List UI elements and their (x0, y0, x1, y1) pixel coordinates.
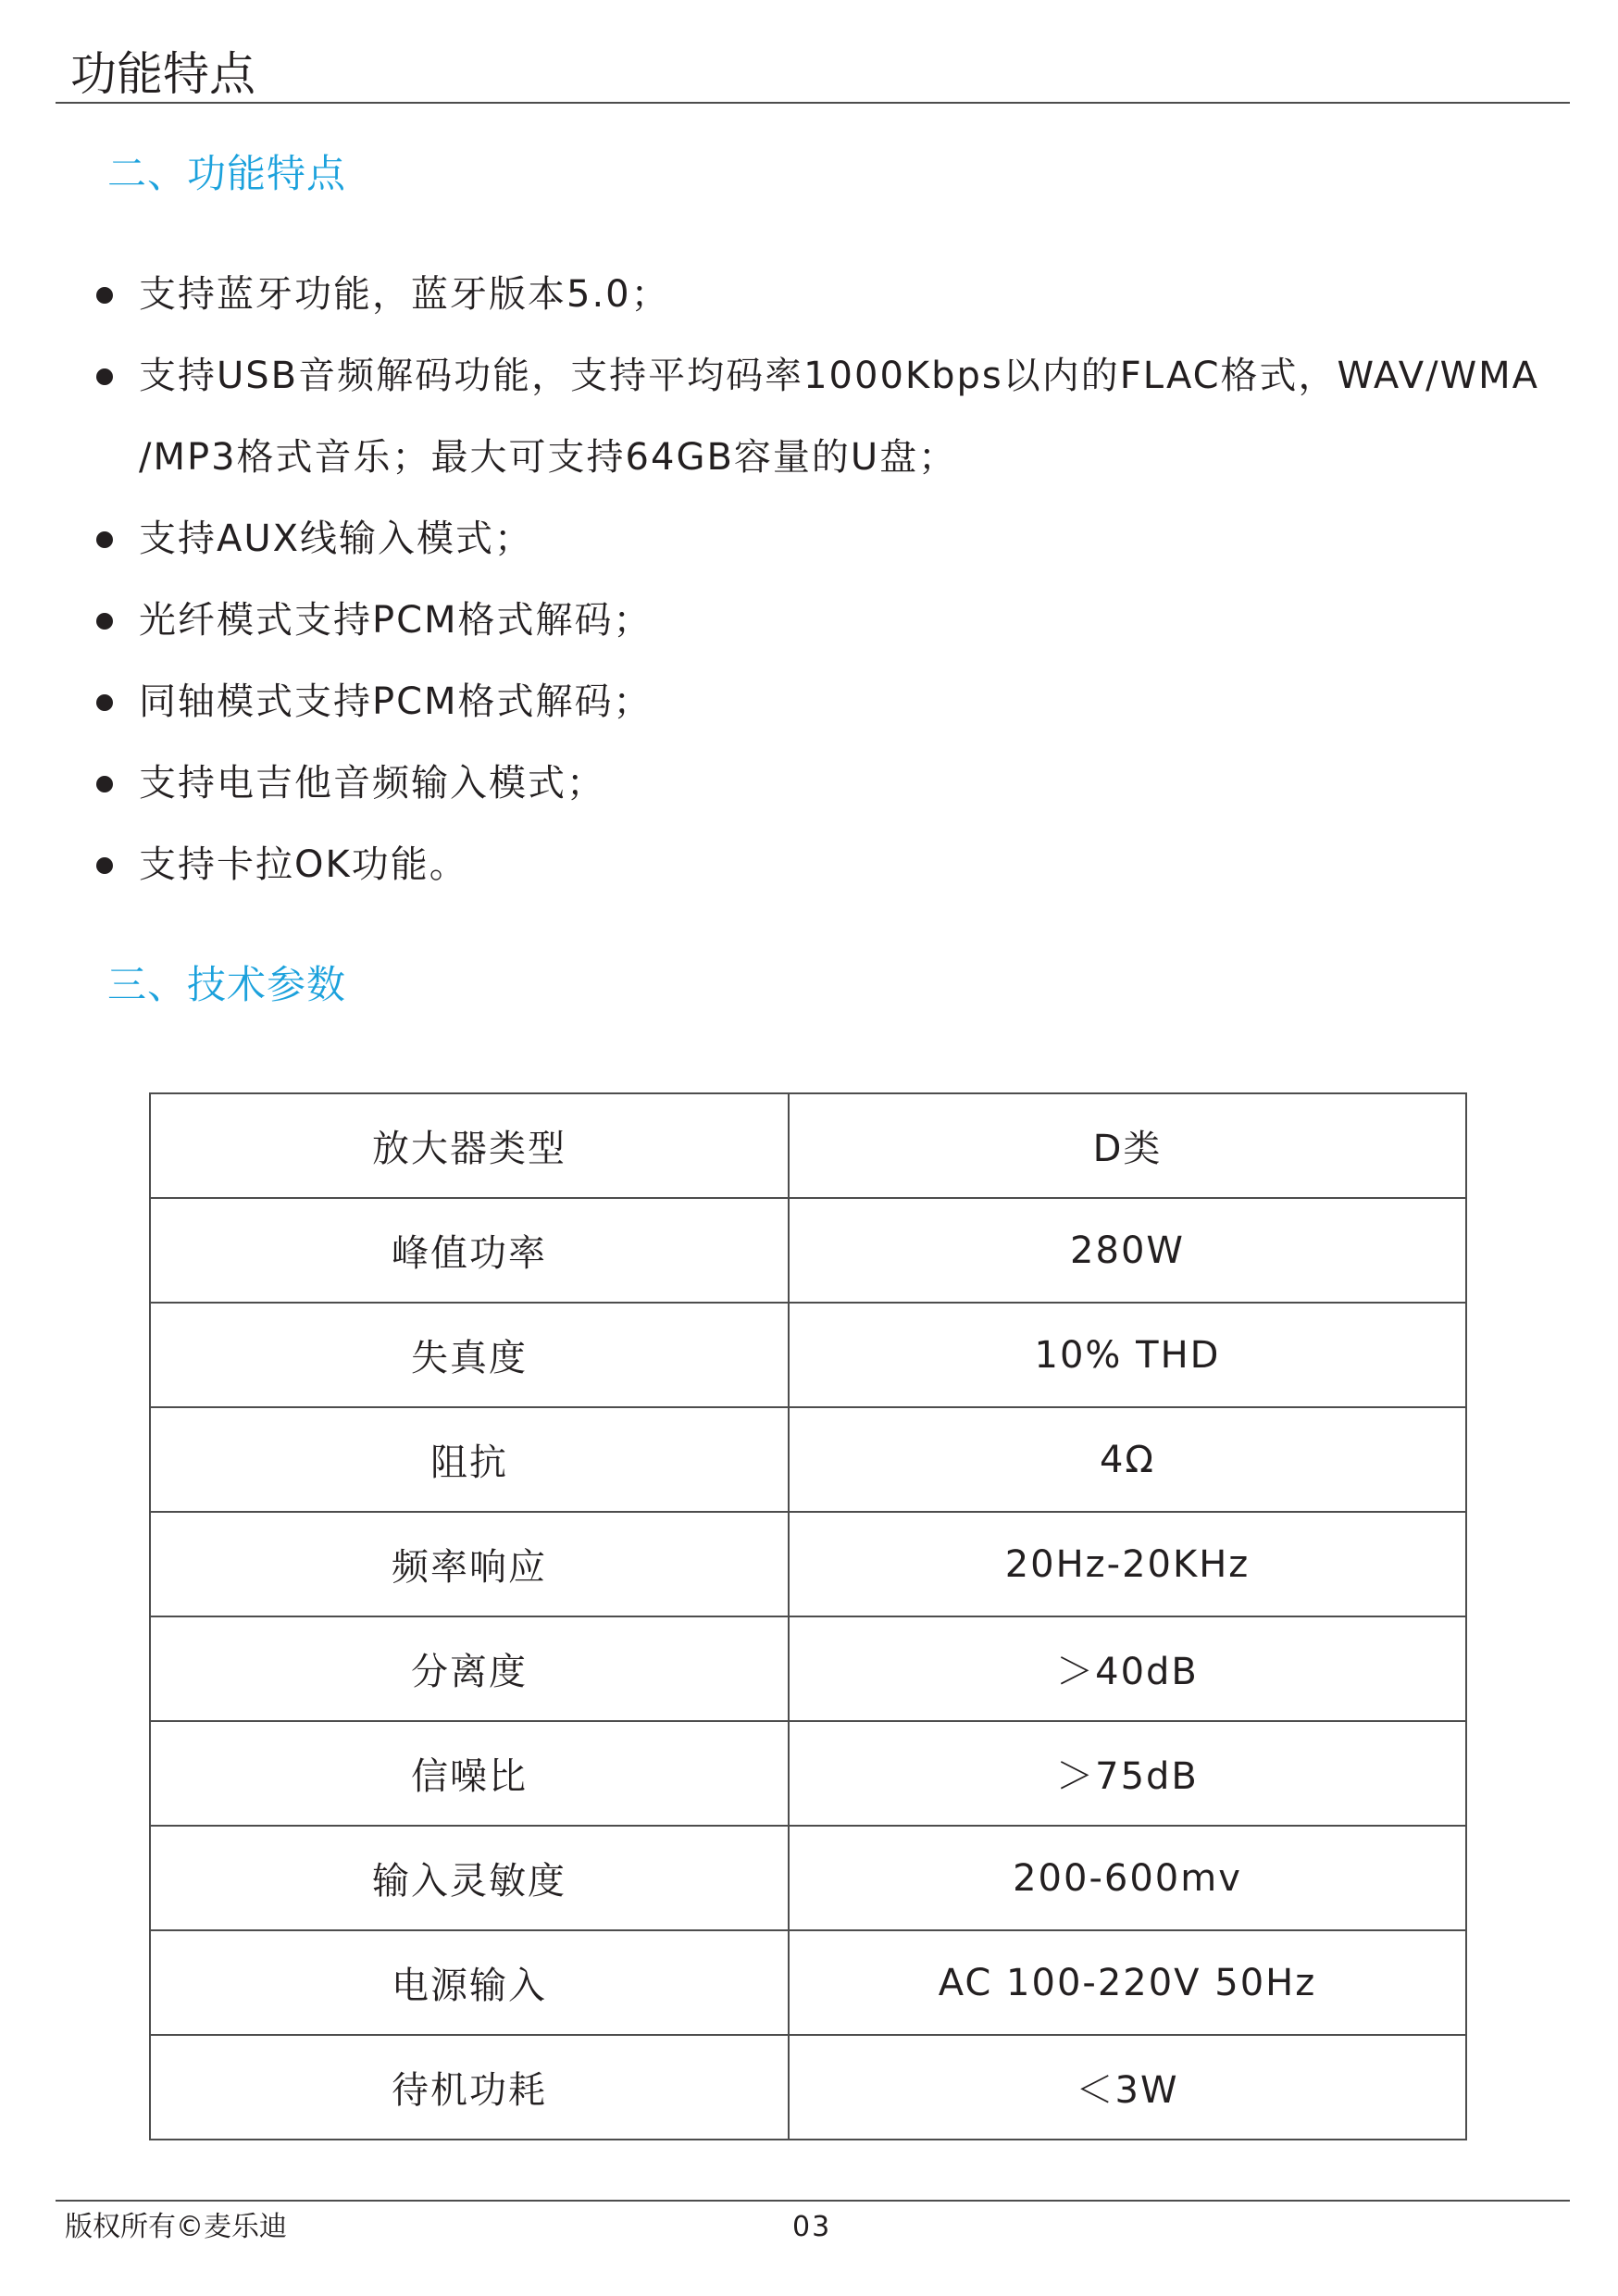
bullet-icon (96, 368, 113, 385)
bullet-icon (96, 613, 113, 630)
spec-label-cell: 分离度 (150, 1616, 789, 1721)
footer-divider (56, 2200, 1570, 2202)
spec-value-cell: 200-600mv (789, 1826, 1466, 1930)
bullet-icon (96, 531, 113, 548)
page-header-title: 功能特点 (70, 47, 255, 101)
feature-item-text: 支持AUX线输入模式； (139, 518, 534, 560)
table-row (150, 2035, 1466, 2140)
feature-item-text: 支持卡拉OK功能。 (139, 843, 468, 886)
spec-label-cell: 待机功耗 (150, 2035, 789, 2140)
feature-item-text: /MP3格式音乐；最大可支持64GB容量的U盘； (139, 436, 958, 479)
spec-label-cell: 输入灵敏度 (150, 1826, 789, 1930)
feature-item-text: 光纤模式支持PCM格式解码； (139, 599, 653, 642)
bullet-icon (96, 857, 113, 874)
spec-label-cell: 阻抗 (150, 1407, 789, 1512)
table-row (150, 1826, 1466, 1930)
spec-table (149, 1092, 1467, 2140)
spec-value-cell: 20Hz-20KHz (789, 1512, 1466, 1616)
spec-label-cell: 放大器类型 (150, 1093, 789, 1198)
feature-item-text: 同轴模式支持PCM格式解码； (139, 680, 653, 723)
spec-value-cell: D类 (789, 1093, 1466, 1198)
table-row (150, 1512, 1466, 1616)
page-number: 03 (792, 2211, 832, 2243)
table-row (150, 1303, 1466, 1407)
spec-value-cell: 10% THD (789, 1303, 1466, 1407)
spec-label-cell: 失真度 (150, 1303, 789, 1407)
spec-value-cell: AC 100-220V 50Hz (789, 1930, 1466, 2035)
table-row (150, 1093, 1466, 1198)
table-row (150, 1198, 1466, 1303)
table-row (150, 1721, 1466, 1826)
spec-label-cell: 电源输入 (150, 1930, 789, 2035)
table-row (150, 1930, 1466, 2035)
spec-value-cell: ＞40dB (789, 1616, 1466, 1721)
spec-label-cell: 峰值功率 (150, 1198, 789, 1303)
spec-value-cell: 280W (789, 1198, 1466, 1303)
bullet-icon (96, 287, 113, 304)
spec-label-cell: 信噪比 (150, 1721, 789, 1826)
bullet-icon (96, 694, 113, 711)
table-row (150, 1407, 1466, 1512)
table-row (150, 1616, 1466, 1721)
section-heading-features: 二、功能特点 (107, 151, 347, 196)
feature-item-text: 支持蓝牙功能，蓝牙版本5.0； (139, 273, 670, 316)
spec-value-cell: 4Ω (789, 1407, 1466, 1512)
footer-copyright: 版权所有©麦乐迪 (65, 2211, 287, 2243)
feature-item-text: 支持USB音频解码功能，支持平均码率1000Kbps以内的FLAC格式，WAV/WMA (139, 355, 1539, 397)
spec-label-cell: 频率响应 (150, 1512, 789, 1616)
feature-item-text: 支持电吉他音频输入模式； (139, 762, 605, 805)
section-heading-specs: 三、技术参数 (107, 962, 347, 1007)
spec-value-cell: ＜3W (789, 2035, 1466, 2140)
spec-value-cell: ＞75dB (789, 1721, 1466, 1826)
bullet-icon (96, 776, 113, 792)
